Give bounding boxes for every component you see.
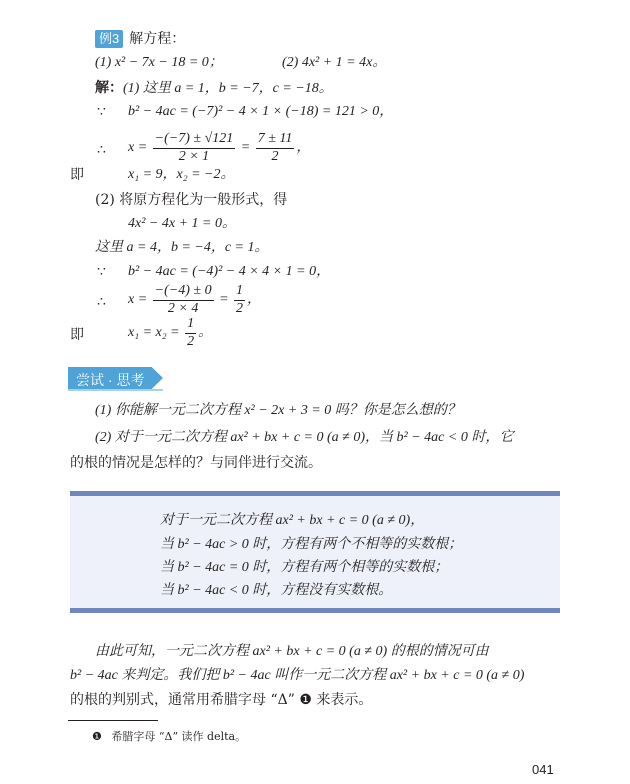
discriminant-2: b² − 4ac = (−4)² − 4 × 4 × 1 = 0， [128, 264, 331, 279]
solution-label: 解： [95, 80, 123, 96]
footnote-text: 希腊字母 “Δ” 读作 delta。 [111, 730, 247, 743]
example-title: 解方程： [129, 31, 186, 47]
try-think-title: 尝试 · 思考 [76, 372, 145, 388]
fraction-1 [153, 131, 236, 166]
roots-2-numerator: 1 [185, 316, 196, 334]
footnote-marker: ❶ [92, 730, 102, 743]
roots-2-fraction [185, 316, 196, 351]
fraction-3-denominator: 2 × 4 [167, 300, 199, 316]
roots-1: x₁ = 9，x₂ = −2。 [128, 167, 235, 182]
footnote [92, 730, 246, 743]
roots-2-prefix: x₁ = x₂ = [128, 324, 180, 340]
footnote-divider [68, 720, 158, 721]
ji-label-2: 即 [70, 327, 84, 343]
coefficients-2: 这里 a = 4，b = −4，c = 1。 [95, 240, 269, 255]
fraction-2-numerator: 7 ± 11 [256, 131, 295, 149]
page-number: 041 [532, 762, 554, 777]
example-header [95, 30, 185, 48]
comma-1: ， [296, 139, 311, 155]
discriminant-1: b² − 4ac = (−7)² − 4 × 1 × (−18) = 121 > 0， [128, 104, 394, 119]
example-tag: 例3 [95, 30, 123, 48]
conclusion-line-2: b² − 4ac 来判定。我们把 b² − 4ac 叫作一元二次方程 ax² + bx + c = 0 (a ≠ 0) [70, 668, 525, 683]
problem-1: (1) x² − 7x − 18 = 0； [95, 55, 223, 70]
quadratic-formula-2 [128, 283, 261, 318]
fraction-2 [256, 131, 295, 166]
equals-sign-1: = [240, 139, 251, 155]
x-equals-2: x = [128, 291, 148, 307]
fraction-4 [234, 283, 245, 318]
conclusion-line-3: 的根的判别式，通常用希腊字母 “Δ” ❶ 来表示。 [70, 692, 373, 708]
conclusion-line-1: 由此可知，一元二次方程 ax² + bx + c = 0 (a ≠ 0) 的根的情况可由 [95, 644, 489, 659]
fraction-1-numerator: −(−7) ± √121 [153, 131, 236, 149]
because-symbol-1: ∵ [97, 104, 106, 120]
roots-2 [128, 316, 212, 351]
quadratic-formula-1 [128, 131, 310, 166]
because-symbol-2: ∵ [97, 264, 106, 280]
fraction-4-numerator: 1 [234, 283, 245, 301]
part2-intro: (2) 将原方程化为一般形式，得 [95, 192, 288, 208]
try-think-q2-line1: (2) 对于一元二次方程 ax² + bx + c = 0 (a ≠ 0)，当 b² − 4ac < 0 时，它 [95, 430, 514, 445]
summary-line-4: 当 b² − 4ac < 0 时，方程没有实数根。 [160, 583, 393, 598]
summary-line-2: 当 b² − 4ac > 0 时，方程有两个不相等的实数根； [160, 537, 463, 552]
comma-2: ， [247, 291, 262, 307]
try-think-q1: (1) 你能解一元二次方程 x² − 2x + 3 = 0 吗？你是怎么想的？ [95, 403, 461, 418]
ji-label-1: 即 [70, 167, 84, 183]
x-equals-1: x = [128, 139, 148, 155]
roots-2-period: 。 [198, 324, 213, 340]
equals-sign-2: = [219, 291, 229, 307]
fraction-3 [153, 283, 214, 318]
roots-2-denominator: 2 [187, 333, 195, 349]
fraction-2-denominator: 2 [271, 148, 279, 164]
general-form: 4x² − 4x + 1 = 0。 [128, 216, 236, 231]
therefore-symbol-1: ∴ [97, 142, 106, 158]
summary-line-1: 对于一元二次方程 ax² + bx + c = 0 (a ≠ 0)， [160, 513, 425, 528]
summary-line-3: 当 b² − 4ac = 0 时，方程有两个相等的实数根； [160, 560, 449, 575]
fraction-1-denominator: 2 × 1 [178, 148, 210, 164]
solution-part1-line [95, 80, 333, 98]
therefore-symbol-2: ∴ [97, 294, 106, 310]
problem-2: (2) 4x² + 1 = 4x。 [282, 55, 387, 70]
try-think-q2-line2: 的根的情况是怎样的？与同伴进行交流。 [70, 455, 322, 471]
fraction-3-numerator: −(−4) ± 0 [153, 283, 214, 301]
fraction-4-denominator: 2 [236, 300, 244, 316]
part1-intro: (1) 这里 a = 1，b = −7，c = −18。 [123, 81, 333, 96]
